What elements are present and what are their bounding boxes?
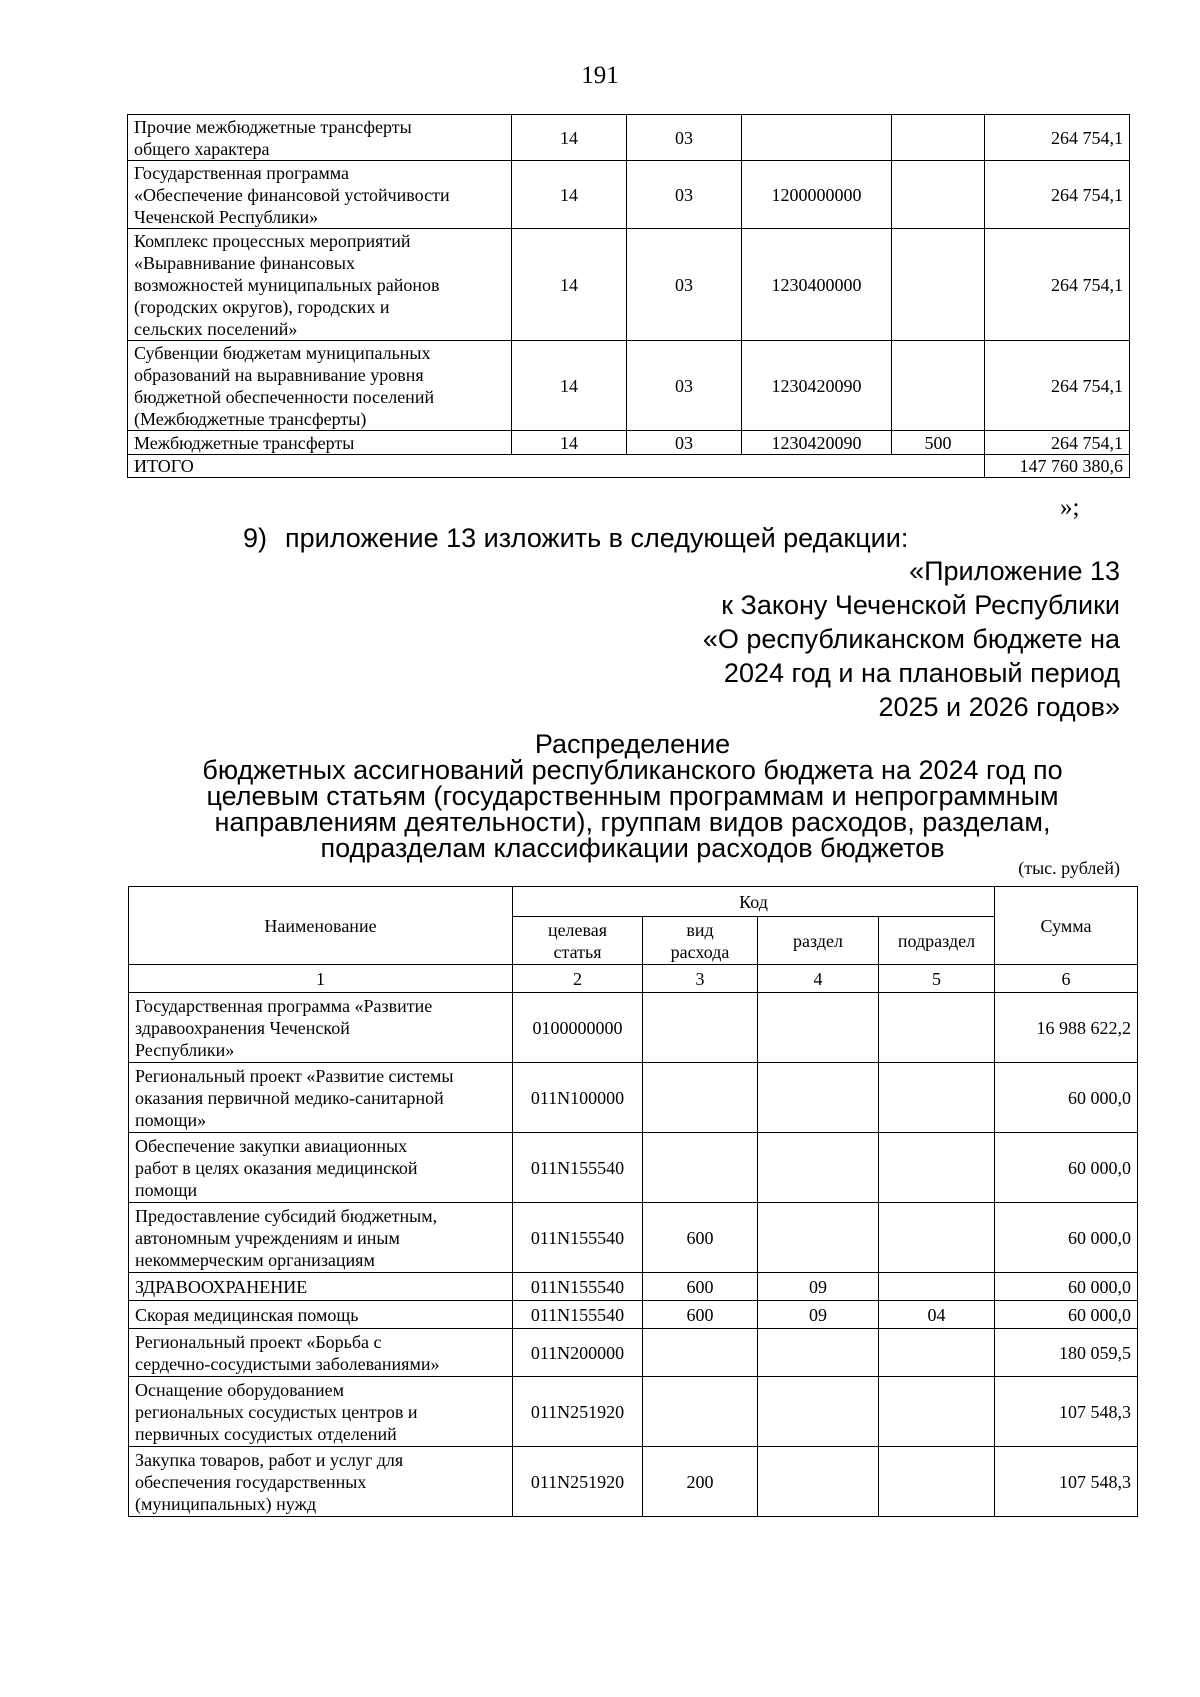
row-target: 0100000000 [513,993,643,1063]
table-row [129,1377,1138,1447]
row-name-line: региональных сосудистых центров и [135,1401,418,1422]
row-section [758,993,879,1063]
row-type: 200 [643,1447,758,1517]
row-amount: 264 754,1 [985,431,1130,455]
table-row [129,1273,1138,1301]
header-target [513,917,643,965]
row-name-line: «Выравнивание финансовых [134,252,355,273]
table-row [129,1447,1138,1517]
row-target: 011N155540 [513,1203,643,1273]
row-name-line: помощи» [135,1109,207,1130]
header-subsection: подраздел [879,917,995,965]
table-row [128,341,1130,431]
row-name [128,431,512,455]
row-amount: 264 754,1 [985,341,1130,431]
row-type [892,115,985,161]
row-name-line: Государственная программа [134,162,349,183]
appendix-12-table-continuation [127,114,1130,478]
row-name [128,161,512,229]
table-row [129,993,1138,1063]
row-section: 14 [512,229,627,341]
row-amount: 264 754,1 [985,161,1130,229]
column-number: 6 [995,965,1138,993]
row-target: 011N200000 [513,1329,643,1377]
row-target: 1230420090 [742,341,892,431]
unit-note: (тыс. рублей) [1018,858,1120,878]
row-name-line: Прочие межбюджетные трансферты [134,116,412,137]
row-section: 14 [512,115,627,161]
row-name-line: работ в целях оказания медицинской [135,1157,418,1178]
row-amount: 264 754,1 [985,115,1130,161]
row-section: 14 [512,341,627,431]
row-name-line: Чеченской Республики» [134,206,319,227]
header-amount: Сумма [995,887,1138,965]
row-name-line: Государственная программа «Развитие [135,995,433,1016]
row-name-line: «Обеспечение финансовой устойчивости [134,184,450,205]
row-section: 14 [512,161,627,229]
row-amount: 107 548,3 [995,1377,1138,1447]
row-name-line: Скорая медицинская помощь [135,1304,359,1325]
table-row [128,229,1130,341]
row-section: 14 [512,431,627,455]
row-section [758,1133,879,1203]
row-name-line: (Межбюджетные трансферты) [134,408,367,429]
row-type: 600 [643,1301,758,1329]
document-heading [128,731,1137,861]
header-target-line: статья [553,941,602,962]
header-target-line: целевая [547,919,608,940]
row-name-line: оказания первичной медико-санитарной [135,1087,444,1108]
row-section [758,1447,879,1517]
row-subsection [879,1273,995,1301]
heading-title: Распределение [534,729,731,759]
table-row [128,161,1130,229]
row-name [129,1203,513,1273]
row-amount: 60 000,0 [995,1273,1138,1301]
row-type: 600 [643,1203,758,1273]
row-name-line: Субвенции бюджетам муниципальных [134,342,431,363]
row-name [129,1329,513,1377]
row-name-line: автономным учреждениям и иным [135,1227,400,1248]
row-section [758,1063,879,1133]
column-number: 5 [879,965,995,993]
row-name-line: сельских поселений» [134,318,298,339]
appendix-header-line: 2025 и 2026 годов» [878,692,1120,722]
row-name-line: Республики» [135,1039,235,1060]
row-name-line: некоммерческим организациям [135,1249,375,1270]
row-type: 500 [892,431,985,455]
row-target: 011N155540 [513,1301,643,1329]
row-name-line: бюджетной обеспеченности поселений [134,386,435,407]
row-amount: 264 754,1 [985,229,1130,341]
heading-line: целевым статьям (государственным программам и непрограммным [206,781,1059,811]
row-amount: 60 000,0 [995,1133,1138,1203]
table-row [129,1203,1138,1273]
paragraph-text: приложение 13 изложить в следующей редакции: [285,523,909,553]
row-name-line: здравоохранения Чеченской [135,1017,350,1038]
row-target: 1230400000 [742,229,892,341]
row-name-line: (муниципальных) нужд [135,1493,317,1514]
row-name-line: помощи [135,1179,198,1200]
paragraph-number: 9) [243,523,268,553]
row-subsection [879,1063,995,1133]
row-name-line: Межбюджетные трансферты [134,432,355,453]
row-subsection [879,1377,995,1447]
row-subsection: 03 [627,161,742,229]
table-row [129,1063,1138,1133]
total-label: ИТОГО [128,455,985,478]
appendix-header [703,554,1120,724]
row-subsection: 03 [627,115,742,161]
row-target: 1230420090 [742,431,892,455]
table-row [129,1329,1138,1377]
appendix-13-table [128,886,1138,1517]
row-type [892,341,985,431]
row-name-line: общего характера [134,138,270,159]
table-row [128,431,1130,455]
row-type [643,1133,758,1203]
row-section [758,1329,879,1377]
row-name-line: Региональный проект «Борьба с [135,1331,382,1352]
row-target [742,115,892,161]
row-name-line: Региональный проект «Развитие системы [135,1065,454,1086]
row-type [643,1377,758,1447]
row-amount: 60 000,0 [995,1301,1138,1329]
total-amount: 147 760 380,6 [985,455,1130,478]
row-name [128,115,512,161]
row-name-line: возможностей муниципальных районов [134,274,440,295]
appendix-header-line: «О республиканском бюджете на [702,624,1120,654]
paragraph-9 [243,523,908,554]
row-name-line: Обеспечение закупки авиационных [135,1135,408,1156]
row-subsection: 03 [627,341,742,431]
row-name-line: ЗДРАВООХРАНЕНИЕ [135,1276,308,1297]
row-name [128,229,512,341]
row-name [129,993,513,1063]
row-amount: 180 059,5 [995,1329,1138,1377]
column-number: 4 [758,965,879,993]
row-type: 600 [643,1273,758,1301]
row-section [758,1377,879,1447]
row-name-line: Предоставление субсидий бюджетным, [135,1205,438,1226]
row-subsection [879,1203,995,1273]
row-amount: 60 000,0 [995,1203,1138,1273]
row-type [892,229,985,341]
table-row [128,115,1130,161]
column-number: 1 [129,965,513,993]
row-name-line: первичных сосудистых отделений [135,1423,397,1444]
row-section [758,1203,879,1273]
appendix-header-line: 2024 год и на плановый период [723,658,1120,688]
column-number: 3 [643,965,758,993]
appendix-header-line: к Закону Чеченской Республики [721,590,1120,620]
row-name-line: Закупка товаров, работ и услуг для [135,1449,404,1470]
heading-line: бюджетных ассигнований республиканского бюджета на 2024 год по [202,755,1063,785]
total-row [128,455,1130,478]
row-type [892,161,985,229]
header-name: Наименование [129,887,513,965]
header-section: раздел [758,917,879,965]
row-name [129,1133,513,1203]
row-amount: 107 548,3 [995,1447,1138,1517]
row-subsection [879,1329,995,1377]
header-code: Код [513,887,995,917]
heading-line: направлениям деятельности), группам видов расходов, разделам, [214,807,1051,837]
row-target: 011N251920 [513,1377,643,1447]
column-number: 2 [513,965,643,993]
page-number: 191 [581,62,619,89]
row-section: 09 [758,1273,879,1301]
row-target: 011N155540 [513,1133,643,1203]
row-target: 011N251920 [513,1447,643,1517]
row-amount: 60 000,0 [995,1063,1138,1133]
heading-line: подразделам классификации расходов бюджетов [320,833,945,863]
row-name [129,1301,513,1329]
row-name [129,1447,513,1517]
row-name [129,1273,513,1301]
header-type-line: вид [686,919,714,940]
row-type [643,1063,758,1133]
row-type [643,993,758,1063]
row-name [128,341,512,431]
row-subsection [879,1133,995,1203]
row-name-line: (городских округов), городских и [134,296,390,317]
row-subsection: 03 [627,431,742,455]
row-name-line: обеспечения государственных [135,1471,367,1492]
row-subsection [879,993,995,1063]
row-name-line: образований на выравнивание уровня [134,364,424,385]
header-type [643,917,758,965]
row-section: 09 [758,1301,879,1329]
row-name [129,1063,513,1133]
row-target: 1200000000 [742,161,892,229]
row-amount: 16 988 622,2 [995,993,1138,1063]
row-type [643,1329,758,1377]
row-subsection: 03 [627,229,742,341]
closing-quote: »; [1060,494,1080,521]
row-name [129,1377,513,1447]
row-target: 011N100000 [513,1063,643,1133]
row-name-line: Оснащение оборудованием [135,1379,345,1400]
appendix-header-line: «Приложение 13 [909,556,1120,586]
row-name-line: Комплекс процессных мероприятий [134,230,411,251]
row-subsection: 04 [879,1301,995,1329]
header-type-line: расхода [670,941,730,962]
row-name-line: сердечно-сосудистыми заболеваниями» [135,1353,440,1374]
table-row [129,1133,1138,1203]
table-row [129,1301,1138,1329]
row-target: 011N155540 [513,1273,643,1301]
row-subsection [879,1447,995,1517]
